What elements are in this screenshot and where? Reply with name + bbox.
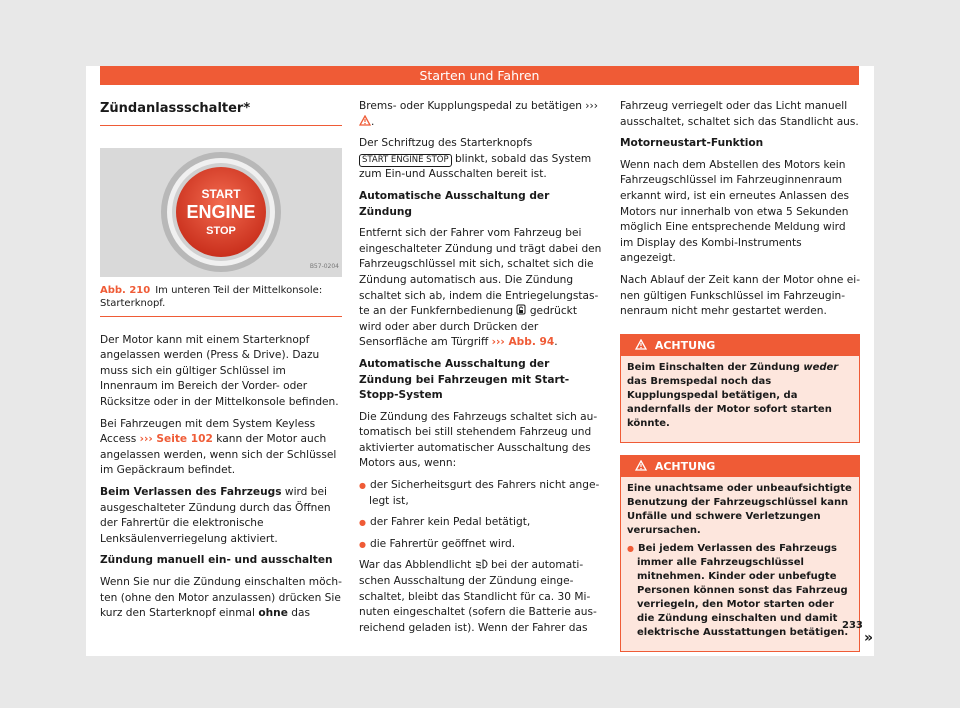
paragraph: Wenn nach dem Abstellen des Motors kein Fahrzeugschlüssel im Fahrzeuginnenraum erkannt wird, ist ein erneutes Anlassen des Motors nur innerhalb von etwa 5 Sekunden möglich Eine entsprechende Meldung wird im Display des Kombi-Instruments angezeigt. bbox=[620, 158, 850, 265]
warning-triangle-icon bbox=[635, 339, 647, 350]
paragraph: Die Zündung des Fahrzeugs schaltet sich automatisch bei still stehendem Fahrzeug und aktivierter automatischer Ausschaltung des Motors aus, wenn: bbox=[359, 410, 598, 470]
warning-triangle-icon[interactable] bbox=[359, 115, 371, 126]
warning-triangle-icon bbox=[635, 460, 647, 471]
button-text-line-1: START bbox=[201, 186, 241, 201]
paragraph: Wenn Sie nur die Zündung einschalten möchten (ohne den Motor anzulassen) drücken Sie kurz den Starterknopf einmal ohne das bbox=[100, 575, 342, 620]
list-item: ● die Fahrertür geöffnet wird. bbox=[359, 537, 602, 553]
start-button-illustration bbox=[100, 148, 342, 277]
column-2 bbox=[359, 99, 602, 642]
warning-box bbox=[620, 455, 873, 652]
subheading: Automatische Ausschaltung der Zündung bbox=[359, 189, 550, 218]
button-text-line-2: ENGINE bbox=[186, 201, 256, 222]
continue-arrow: » bbox=[863, 630, 873, 647]
warning-header bbox=[621, 335, 859, 356]
warning-bullet: ● Bei jedem Verlassen des Fahrzeugs immer alle Fahrzeugschlüssel mitnehmen. Kinder oder unbefugte Personen können sonst das Fahrzeug verriegeln, den Motor starten oder die Zündung einschalten und damit elektrische Ausstattungen betätigen. bbox=[627, 542, 853, 640]
warning-header bbox=[621, 456, 859, 477]
paragraph: Beim Verlassen des Fahrzeugs wird bei ausgeschalteter Zündung durch das Öffnen der Fahrertür die elektronische Lenksäulenverriegelung aktiviert. bbox=[100, 485, 331, 545]
figure-code: B57-0204 bbox=[309, 263, 339, 270]
figure-start-button bbox=[100, 148, 342, 277]
warning-text: Eine unachtsame oder unbeaufsichtigte Benutzung der Fahrzeugschlüssel kann Unfälle und schwere Verletzungen verursachen. bbox=[627, 482, 852, 536]
paragraph: Brems- oder Kupplungspedal zu betätigen ››› . bbox=[359, 100, 599, 128]
paragraph: Entfernt sich der Fahrer vom Fahrzeug bei eingeschalteter Zündung und trägt dabei den Fahrzeugschlüssel mit sich, schaltet sich die Zündung automatisch aus. Die Zündung schaltet sich ab, indem die Entriegelungstaste an der Funkfernbedienung gedrückt wird oder aber durch Drücken der Sensorfläche am Türgriff ››› Abb. 94. bbox=[359, 227, 602, 349]
warning-title: ACHTUNG bbox=[654, 459, 716, 473]
column-1 bbox=[100, 99, 342, 628]
figure-reference-link[interactable]: ››› Abb. 94 bbox=[491, 336, 555, 349]
figure-caption-text: Im unteren Teil der Mittelkonsole: Starterknopf. bbox=[100, 284, 323, 309]
chapter-header: Starten und Fahren bbox=[100, 66, 859, 85]
warning-title: ACHTUNG bbox=[654, 338, 716, 352]
figure-caption bbox=[100, 284, 342, 317]
subheading: Zündung manuell ein- und ausschalten bbox=[100, 554, 333, 567]
page-reference-link[interactable]: ››› Seite 102 bbox=[139, 433, 213, 446]
warning-body bbox=[621, 477, 859, 651]
button-text-line-3: STOP bbox=[206, 224, 236, 237]
section-heading: Zündanlassschalter* bbox=[100, 99, 342, 126]
paragraph: Fahrzeug verriegelt oder das Licht manuell ausschaltet, schaltet sich das Standlicht aus. bbox=[620, 100, 859, 128]
paragraph: Der Motor kann mit einem Starterknopf angelassen werden (Press & Drive). Dazu muss sich ein gültiger Schlüssel im Innenraum im Bereich der Vorder- oder Rücksitze oder in der Mittelkonsole befinden. bbox=[100, 333, 339, 408]
subheading: Automatische Ausschaltung der Zündung bei Fahrzeugen mit Start-Stopp-System bbox=[359, 357, 570, 402]
warning-body bbox=[621, 356, 859, 442]
paragraph: Der Schriftzug des Starterknopfs START ENGINE STOP blinkt, sobald das System zum Ein-und Ausschalten bereit ist. bbox=[359, 137, 592, 181]
paragraph: Bei Fahrzeugen mit dem System Keyless Access ››› Seite 102 kann der Motor auch angelassen werden, wenn sich der Schlüssel im Gepäckraum befindet. bbox=[100, 417, 337, 477]
key-unlock-icon bbox=[516, 304, 526, 315]
paragraph: War das Abblendlicht bei der automatischen Ausschaltung der Zündung eingeschaltet, bleibt das Standlicht für ca. 30 Minuten eingeschaltet (sofern die Batterie ausreichend geladen ist). Wenn der Fahrer das bbox=[359, 559, 597, 634]
list-item: ● der Fahrer kein Pedal betätigt, bbox=[359, 515, 602, 531]
subheading: Motorneustart-Funktion bbox=[620, 137, 764, 150]
column-3 bbox=[620, 99, 873, 664]
low-beam-icon bbox=[475, 559, 488, 569]
start-engine-stop-key: START ENGINE STOP bbox=[359, 154, 452, 167]
figure-label: Abb. 210 bbox=[100, 284, 151, 296]
warning-text: Beim Einschalten der Zündung weder das Bremspedal noch das Kupplungspedal betätigen, da andernfalls der Motor sofort starten könnte. bbox=[627, 361, 839, 429]
page-number: 233 bbox=[842, 620, 863, 631]
paragraph: Nach Ablauf der Zeit kann der Motor ohne einen gültigen Funkschlüssel im Fahrzeuginnenraum nicht mehr gestartet werden. bbox=[620, 273, 861, 318]
warning-box bbox=[620, 334, 860, 443]
list-item: ● der Sicherheitsgurt des Fahrers nicht angelegt ist, bbox=[359, 478, 602, 509]
